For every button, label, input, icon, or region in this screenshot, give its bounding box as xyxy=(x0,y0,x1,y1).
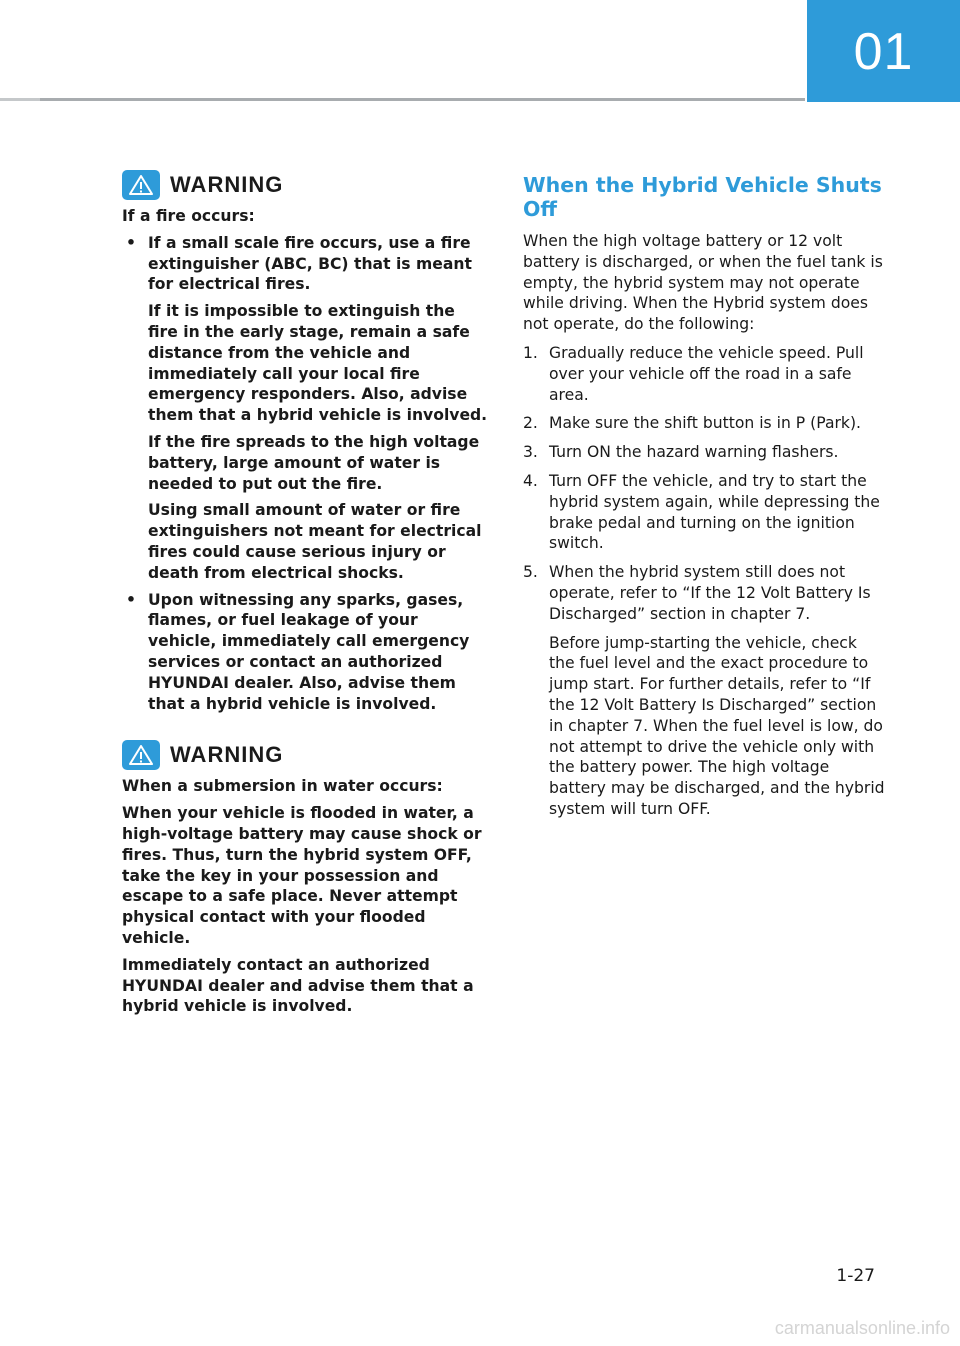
warning-title: WARNING xyxy=(170,742,284,768)
step-number: 4. xyxy=(523,471,538,490)
warning-box-fire xyxy=(122,170,490,714)
warning-paragraph: When your vehicle is flooded in water, a high-voltage battery may cause shock or fires. Thus, turn the hybrid system OFF, take the key in your possession and escape to a safe place. Never attempt physical contact with your flooded vehicle. xyxy=(122,804,482,947)
header-rule xyxy=(0,98,805,101)
step-text: When the hybrid system still does not operate, refer to “If the 12 Volt Battery Is Discharged” section in chapter 7. xyxy=(549,563,871,623)
warning-intro: If a fire occurs: xyxy=(122,207,255,225)
left-column xyxy=(122,170,490,1043)
chapter-number: 01 xyxy=(853,23,914,81)
step-item xyxy=(523,562,885,820)
step-item xyxy=(523,343,885,405)
step-number: 3. xyxy=(523,443,538,462)
bullet-icon: • xyxy=(126,590,136,609)
warning-bullet-list xyxy=(122,233,490,715)
step-item xyxy=(523,471,885,554)
step-text: Gradually reduce the vehicle speed. Pull over your vehicle off the road in a safe area. xyxy=(549,343,864,404)
step-text: Before jump-starting the vehicle, check the fuel level and the exact procedure to jump start. For further details, refer to “If the 12 Volt Battery Is Discharged” section in chapter 7. When the fuel level is low, do not attempt to drive the vehicle only with the battery power. The high voltage battery may be discharged, and the hybrid system will turn OFF. xyxy=(549,633,885,818)
header-rule-accent xyxy=(0,98,40,101)
warning-bullet-text: If it is impossible to extinguish the fire in the early stage, remain a safe distance from the vehicle and immediately call your local fire emergency responders. Also, advise them that a hybrid vehicle is involved. xyxy=(148,302,488,425)
step-item xyxy=(523,413,885,434)
step-number: 1. xyxy=(523,343,538,362)
warning-header xyxy=(122,170,490,200)
warning-title: WARNING xyxy=(170,172,284,197)
step-text: Turn OFF the vehicle, and try to start the hybrid system again, while depressing the brake pedal and turning on the ignition switch. xyxy=(549,471,880,553)
right-column xyxy=(523,173,885,828)
step-list xyxy=(523,343,885,820)
step-number: 2. xyxy=(523,414,538,433)
warning-bullet-text: Using small amount of water or fire extinguishers not meant for electrical fires could cause serious injury or death from electrical shocks. xyxy=(148,501,482,582)
warning-box-submersion xyxy=(122,740,490,1017)
step-number: 5. xyxy=(523,563,538,582)
warning-header xyxy=(122,740,490,770)
warning-bullet-text: Upon witnessing any sparks, gases, flames, or fuel leakage of your vehicle, immediately call emergency services or contact an authorized HYUNDAI dealer. Also, advise them that a hybrid vehicle is involved. xyxy=(148,590,470,713)
warning-paragraph: Immediately contact an authorized HYUNDAI dealer and advise them that a hybrid vehicle is involved. xyxy=(122,955,474,1016)
bullet-icon: • xyxy=(126,233,136,252)
warning-triangle-icon xyxy=(122,170,160,200)
step-text: Turn ON the hazard warning flashers. xyxy=(549,443,839,462)
section-title: When the Hybrid Vehicle Shuts Off xyxy=(523,173,882,221)
warning-triangle-icon xyxy=(122,740,160,770)
step-text: Make sure the shift button is in P (Park). xyxy=(549,414,861,433)
section-intro: When the high voltage battery or 12 volt battery is discharged, or when the fuel tank is empty, the hybrid system may not operate while driving. When the Hybrid system does not operate, do the following: xyxy=(523,232,883,334)
watermark: carmanualsonline.info xyxy=(774,1318,950,1338)
warning-bullet xyxy=(122,233,490,584)
step-item xyxy=(523,442,885,463)
page-number: 1-27 xyxy=(836,1266,875,1286)
chapter-tab xyxy=(807,0,960,102)
warning-paragraph: When a submersion in water occurs: xyxy=(122,777,443,796)
warning-bullet xyxy=(122,590,490,715)
warning-bullet-text: If a small scale fire occurs, use a fire extinguisher (ABC, BC) that is meant for electrical fires. xyxy=(148,233,472,294)
warning-bullet-text: If the fire spreads to the high voltage battery, large amount of water is needed to put out the fire. xyxy=(148,432,480,493)
